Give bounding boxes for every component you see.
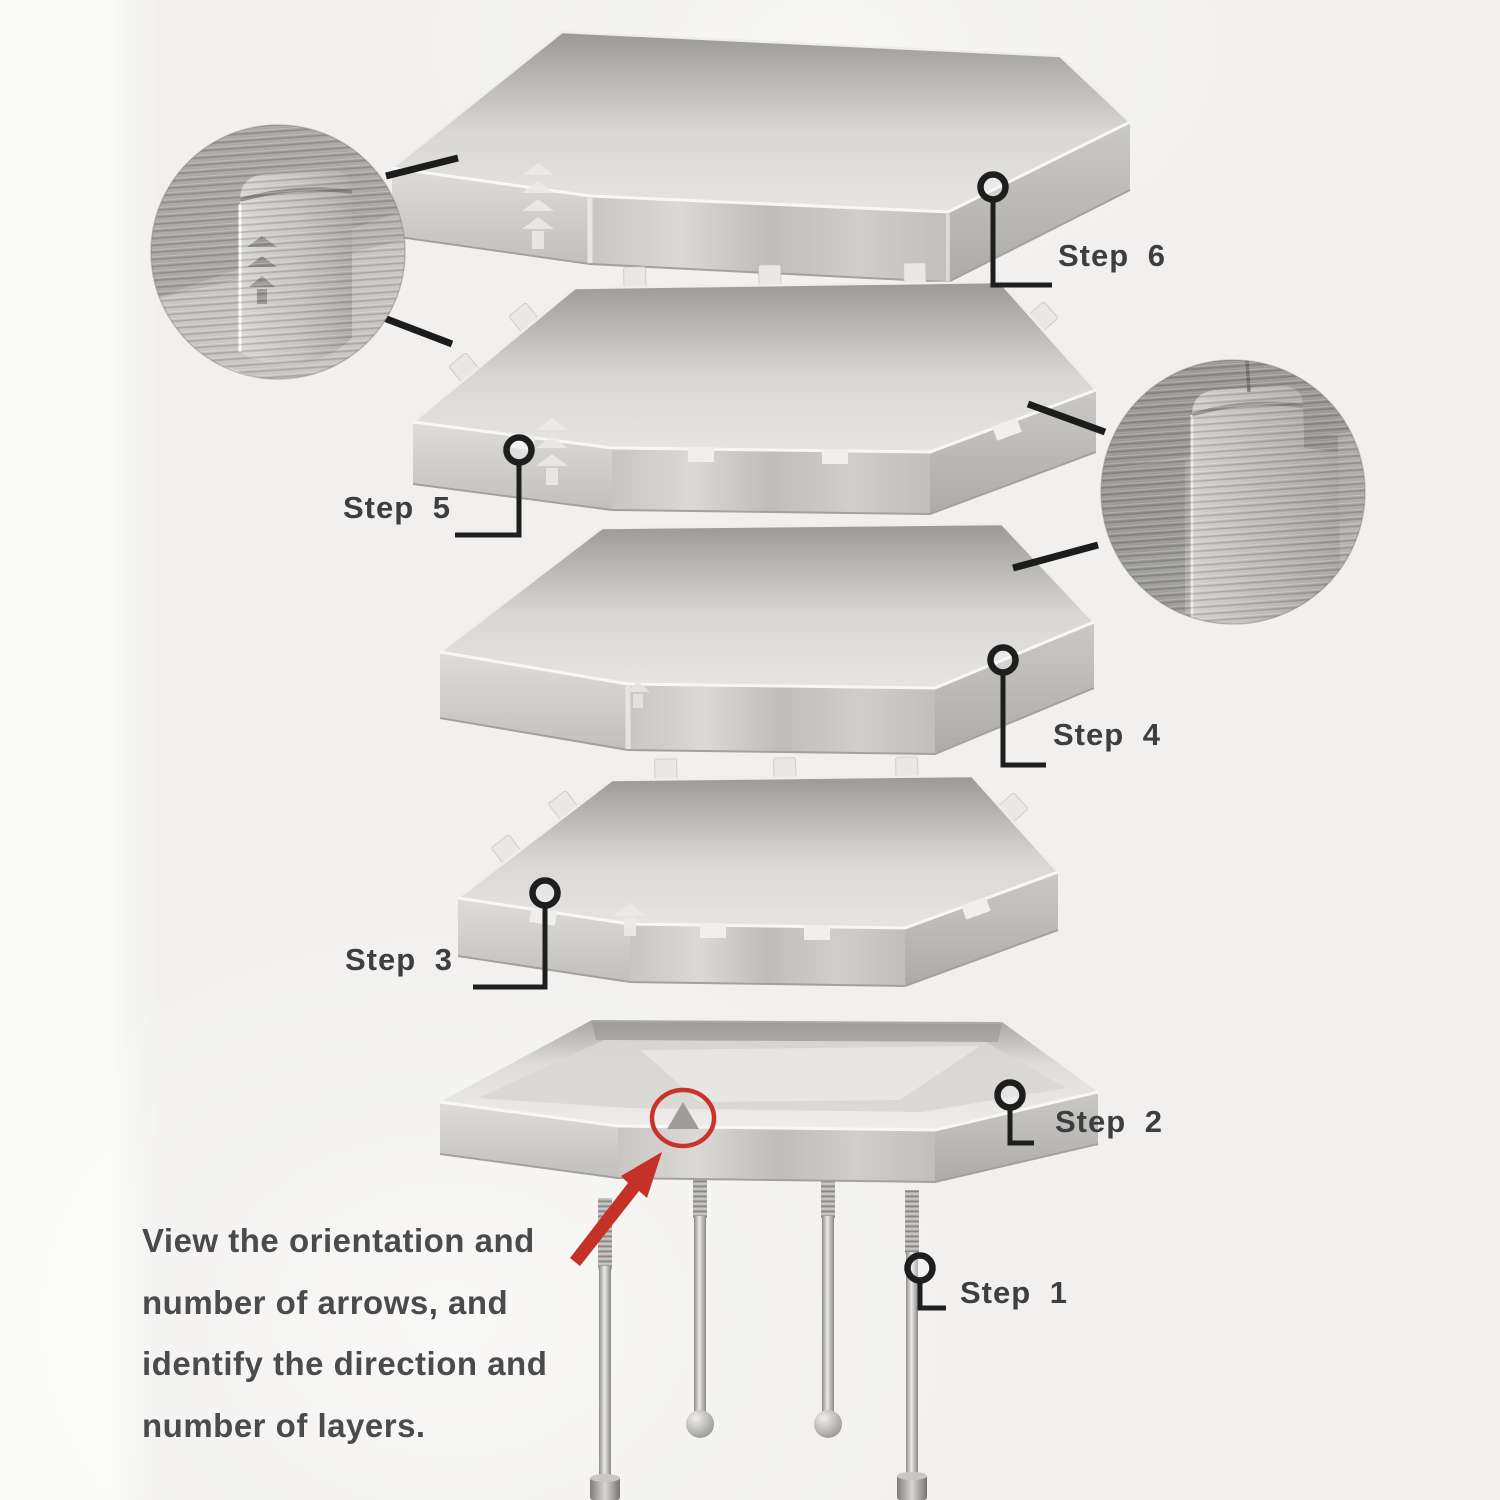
rod-ball-tip — [814, 1410, 842, 1438]
rod-ball-tip — [686, 1410, 714, 1438]
support-rod — [686, 1160, 714, 1438]
support-rod — [814, 1160, 842, 1438]
note-line: identify the direction and — [142, 1345, 548, 1382]
step-3-label: Step 3 — [345, 942, 454, 977]
support-rod — [897, 1190, 927, 1500]
step-4-marker — [991, 648, 1016, 673]
step-5-label: Step 5 — [343, 490, 452, 525]
step-1-leader — [920, 1281, 946, 1308]
ring-step-3 — [458, 757, 1058, 986]
note-line: number of layers. — [142, 1406, 426, 1444]
corner-detail-inset-right — [1101, 360, 1365, 624]
step-1-marker — [908, 1256, 933, 1281]
support-rods — [590, 1160, 927, 1500]
step-1-label: Step 1 — [960, 1275, 1069, 1310]
detail-leader-line — [384, 318, 452, 344]
step-5-marker — [507, 438, 532, 463]
step-2-marker — [998, 1083, 1023, 1108]
ring-step-6 — [392, 32, 1130, 282]
ring-step-4 — [440, 524, 1094, 754]
step-3-marker — [533, 881, 558, 906]
corner-detail-inset-left — [151, 125, 405, 379]
ring-step-5 — [413, 263, 1096, 514]
note-line: View the orientation and — [142, 1222, 535, 1259]
step-4-label: Step 4 — [1053, 717, 1162, 752]
orientation-note — [142, 1210, 612, 1456]
step-6-label: Step 6 — [1058, 238, 1167, 273]
note-line: number of arrows, and — [142, 1283, 509, 1321]
step-6-marker — [981, 175, 1006, 200]
step-2-label: Step 2 — [1055, 1104, 1164, 1139]
